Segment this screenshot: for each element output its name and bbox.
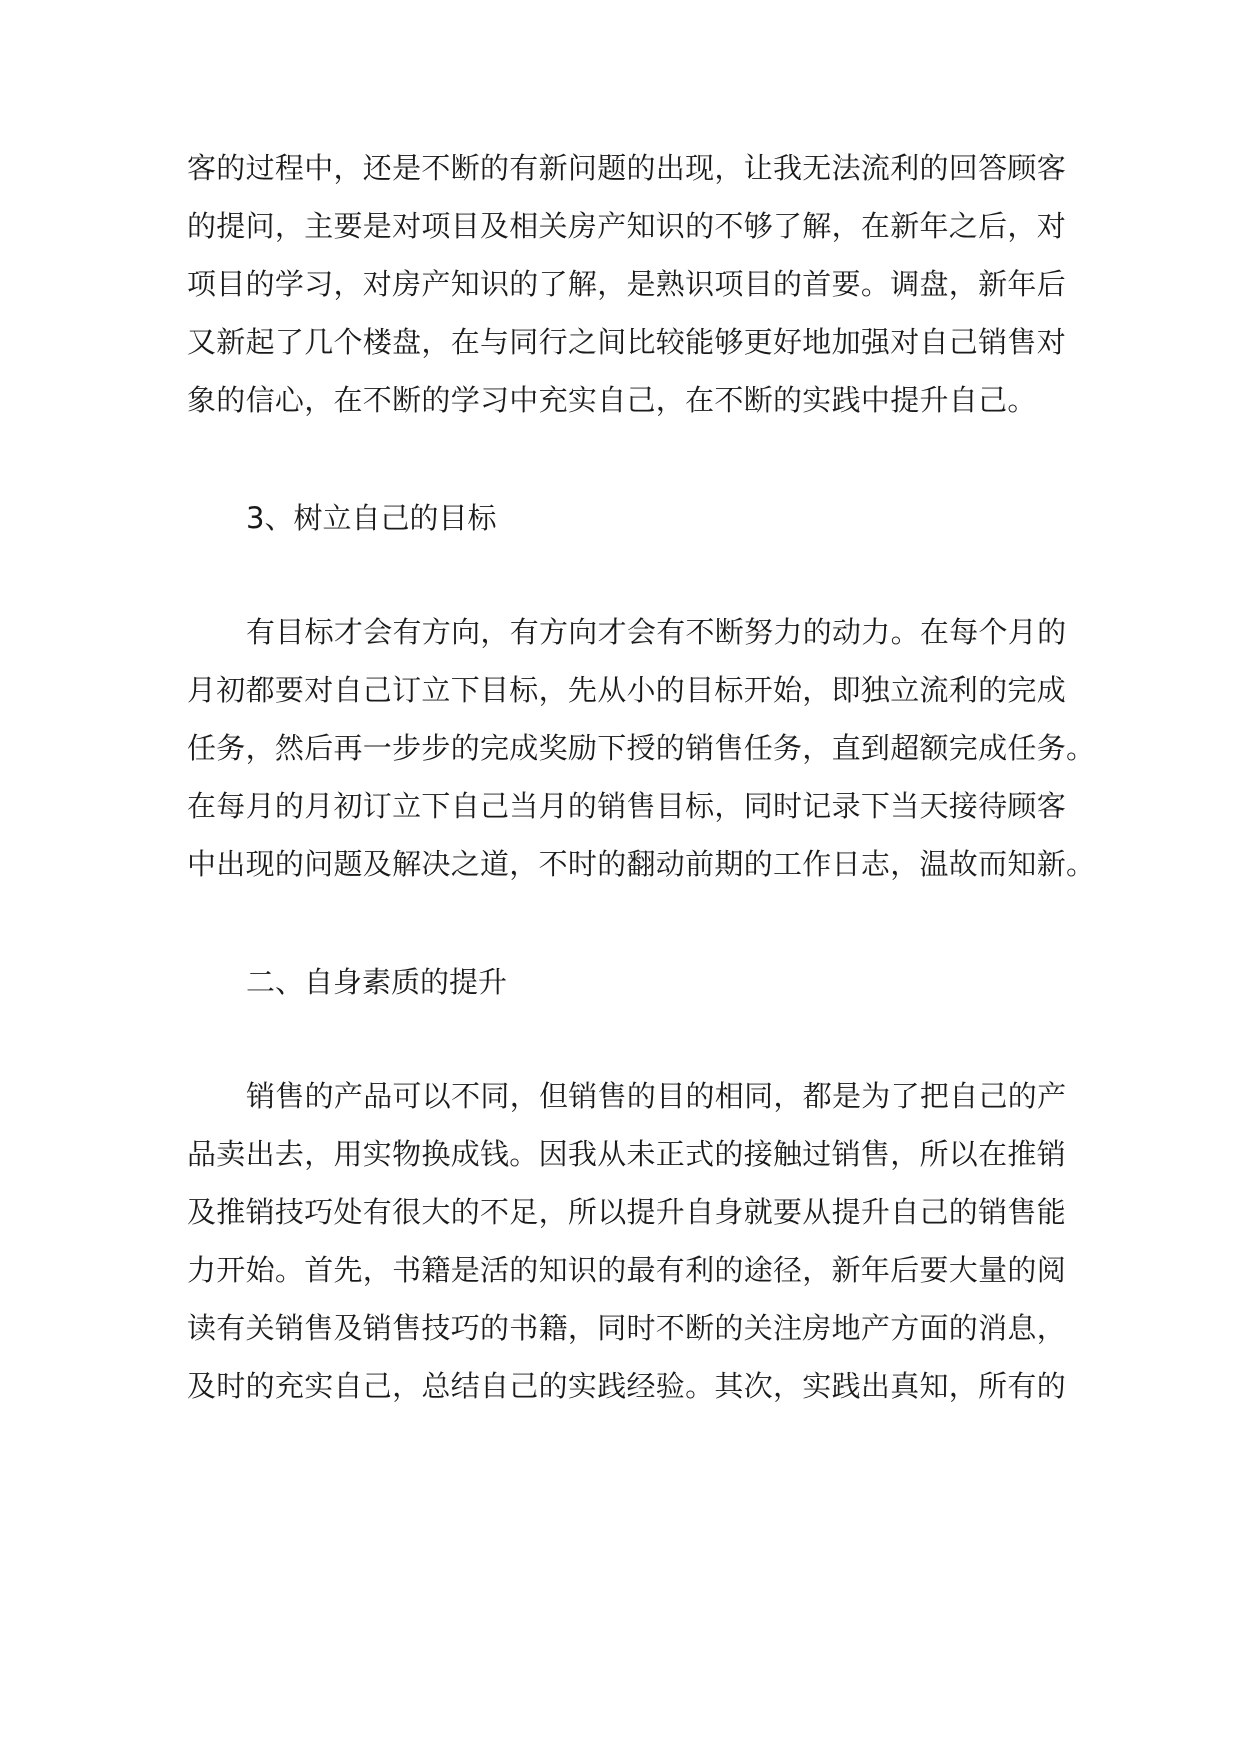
text-line: 项目的学习，对房产知识的了解，是熟识项目的首要。调盘，新年后: [187, 267, 1067, 301]
text-line: 品卖出去，用实物换成钱。因我从未正式的接触过销售，所以在推销: [187, 1137, 1067, 1171]
text-line: 力开始。首先，书籍是活的知识的最有利的途径，新年后要大量的阅: [187, 1253, 1067, 1287]
text-line: 有目标才会有方向，有方向才会有不断努力的动力。在每个月的: [246, 615, 1067, 649]
text-line: 读有关销售及销售技巧的书籍，同时不断的关注房地产方面的消息，: [187, 1311, 1067, 1345]
text-line: 及推销技巧处有很大的不足，所以提升自身就要从提升自己的销售能: [187, 1195, 1067, 1229]
text-line: 任务，然后再一步步的完成奖励下授的销售任务，直到超额完成任务。: [187, 731, 1096, 765]
text-line: 在每月的月初订立下自己当月的销售目标，同时记录下当天接待顾客: [187, 789, 1067, 823]
text-line: 月初都要对自己订立下目标，先从小的目标开始，即独立流利的完成: [187, 673, 1067, 707]
text-line: 又新起了几个楼盘，在与同行之间比较能够更好地加强对自己销售对: [187, 325, 1067, 359]
text-line: 及时的充实自己，总结自己的实践经验。其次，实践出真知，所有的: [187, 1369, 1067, 1403]
text-line: 的提问，主要是对项目及相关房产知识的不够了解，在新年之后，对: [187, 209, 1067, 243]
text-line: 中出现的问题及解决之道，不时的翻动前期的工作日志，温故而知新。: [187, 847, 1096, 881]
text-line: 象的信心，在不断的学习中充实自己，在不断的实践中提升自己。: [187, 383, 1037, 417]
section-heading-set-goals: 3、树立自己的目标: [246, 501, 497, 535]
text-line: 销售的产品可以不同，但销售的目的相同，都是为了把自己的产: [246, 1079, 1067, 1113]
text-line: 客的过程中，还是不断的有新问题的出现，让我无法流利的回答顾客: [187, 151, 1067, 185]
section-heading-self-improvement: 二、自身素质的提升: [246, 965, 508, 999]
